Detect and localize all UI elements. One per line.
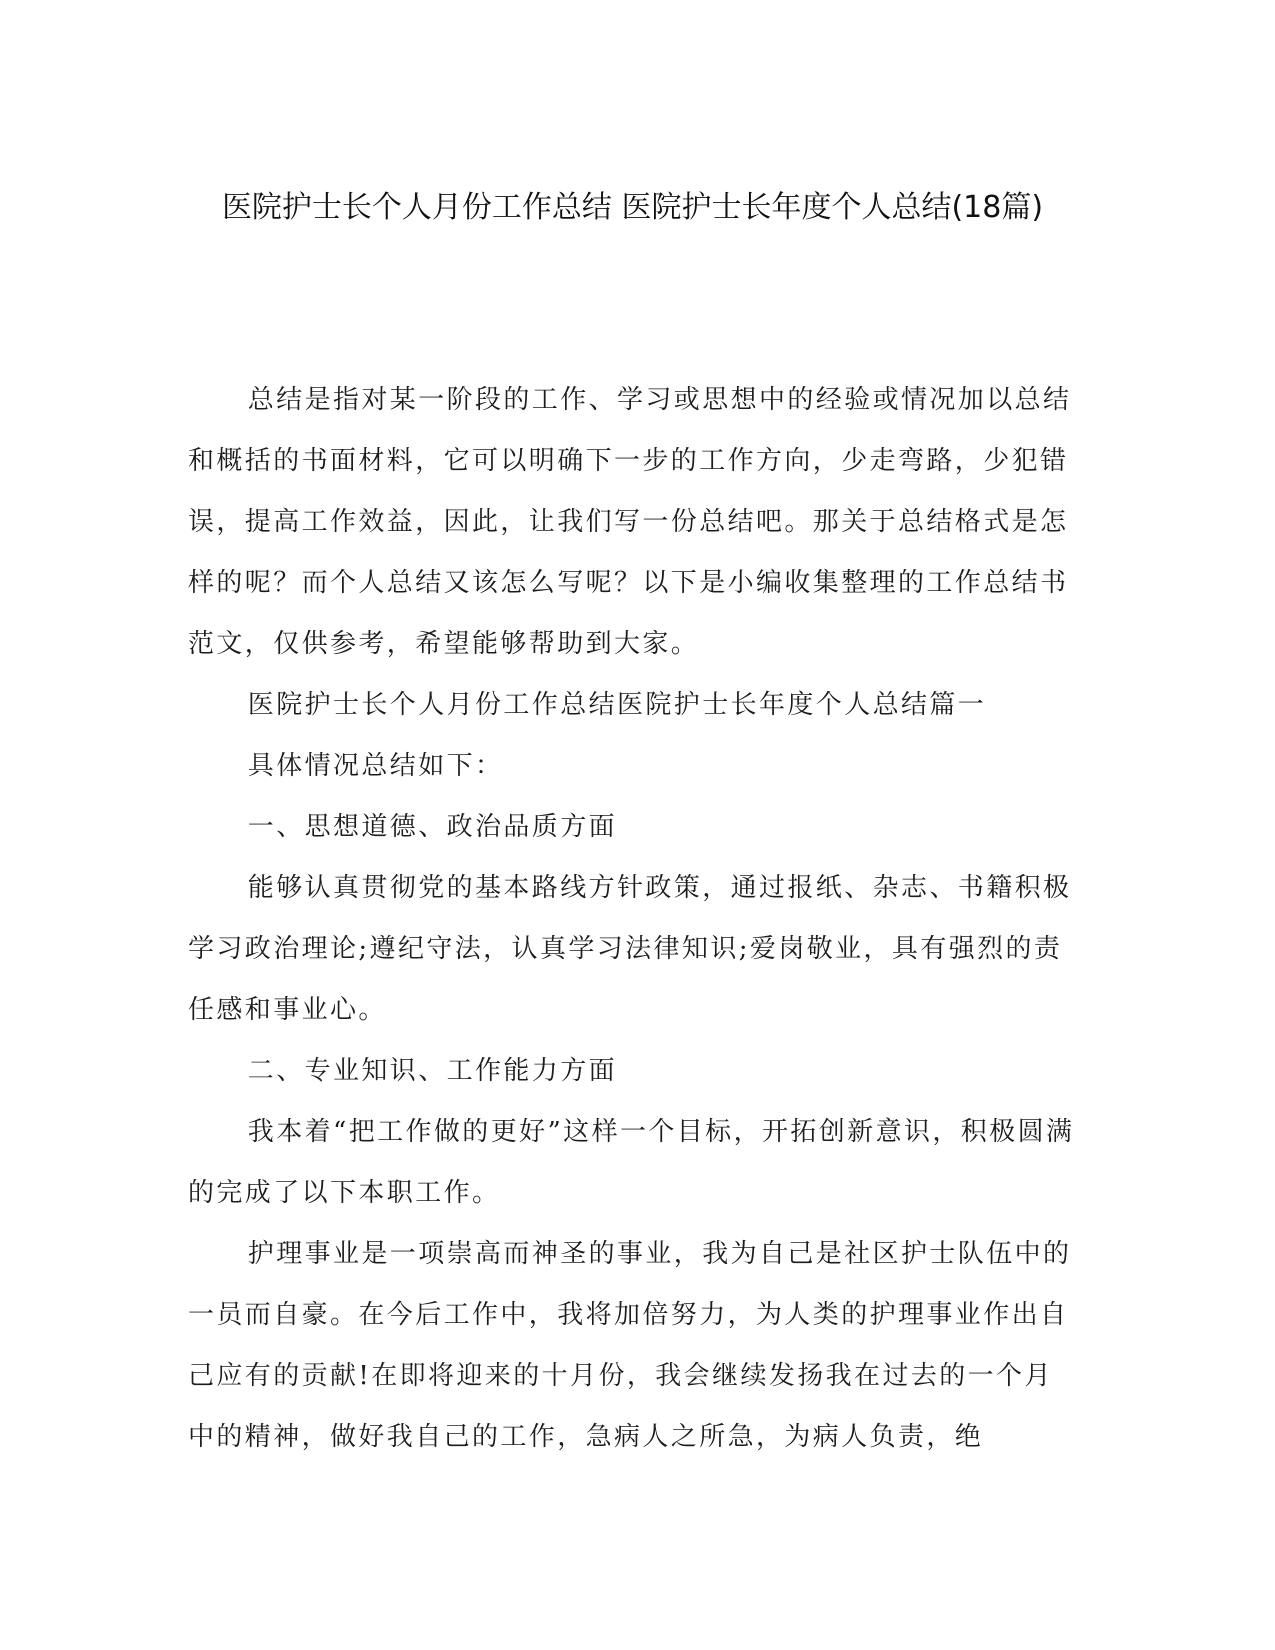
paragraph-work-goal: 我本着“把工作做的更好”这样一个目标，开拓创新意识，积极圆满的完成了以下本职工作。 — [188, 1117, 1075, 1208]
paragraph-nursing-career: 护理事业是一项崇高而神圣的事业，我为自己是社区护士队伍中的一员而自豪。在今后工作中，我将加倍努力，为人类的护理事业作出自己应有的贡献!在即将迎来的十月份，我会继续发扬我在过去的一个月中的精神，做好我自己的工作，急病人之所急，为病人负责，绝 — [188, 1239, 1072, 1452]
paragraph-ideology: 能够认真贯彻党的基本路线方针政策，通过报纸、杂志、书籍积极学习政治理论;遵纪守法，认真学习法律知识;爱岗敬业，具有强烈的责任感和事业心。 — [188, 873, 1072, 1025]
heading-ideology-morality: 一、思想道德、政治品质方面 — [247, 812, 617, 842]
intro-paragraph: 总结是指对某一阶段的工作、学习或思想中的经验或情况加以总结和概括的书面材料，它可以明确下一步的工作方向，少走弯路，少犯错误，提高工作效益，因此，让我们写一份总结吧。那关于总结格式是怎样的呢？而个人总结又该怎么写呢？以下是小编收集整理的工作总结书范文，仅供参考，希望能够帮助到大家。 — [188, 385, 1072, 659]
document-body — [188, 370, 1080, 1468]
heading-professional-ability: 二、专业知识、工作能力方面 — [247, 1056, 617, 1086]
section-heading-part-one: 医院护士长个人月份工作总结医院护士长年度个人总结篇一 — [247, 690, 987, 720]
summary-lead-in: 具体情况总结如下： — [247, 751, 504, 781]
document-title: 医院护士长个人月份工作总结 医院护士长年度个人总结(18篇) — [221, 190, 1044, 225]
